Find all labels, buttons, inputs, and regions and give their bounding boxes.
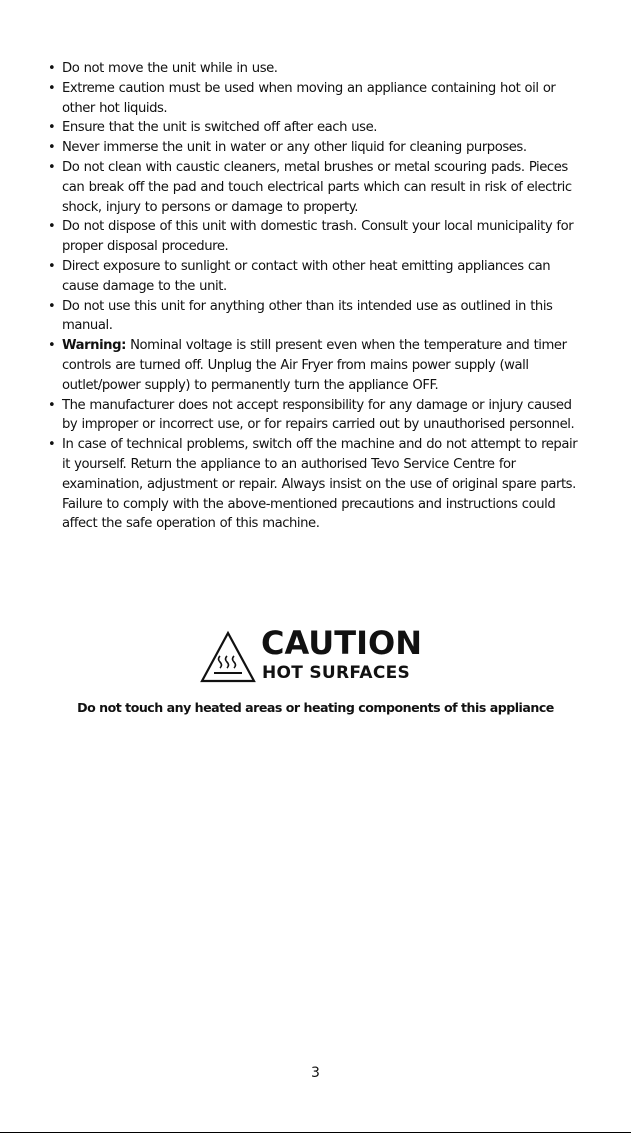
bullet: • — [48, 298, 56, 314]
list-item-text: Do not dispose of this unit with domestic trash. Consult your local municipality for proper disposal procedure. — [62, 219, 574, 255]
list-item-text: In case of technical problems, switch off the machine and do not attempt to repair it yourself. Return the appliance to an authorised Tevo Service Centre for examination, adjustment or repair. Always insist on the use of original spare parts. Failure to comply with the above-mentioned precautions and instructions could affect the safe operation of this machine. — [62, 437, 578, 532]
bullet: • — [48, 140, 56, 156]
bullet: • — [48, 61, 56, 76]
caution-title: CAUTION — [261, 624, 422, 662]
list-item-text: Extreme caution must be used when moving an appliance containing hot oil or other hot liquids. — [62, 80, 556, 116]
bullet: • — [48, 437, 56, 453]
list-item-text: Do not move the unit while in use. — [62, 61, 278, 76]
warning-label: Warning: — [62, 338, 126, 354]
list-item — [47, 257, 587, 297]
list-item-text: Ensure that the unit is switched off after each use. — [62, 120, 377, 136]
bullet: • — [48, 397, 56, 413]
list-item — [47, 79, 587, 119]
list-item-text: Do not clean with caustic cleaners, metal brushes or metal scouring pads. Pieces can break off the pad and touch electrical parts which can result in risk of electric shock, injury to persons or damage to property. — [62, 159, 572, 215]
bullet: • — [48, 120, 56, 136]
list-item-text: The manufacturer does not accept responsibility for any damage or injury caused by improper or incorrect use, or for repairs carried out by unauthorised personnel. — [62, 397, 575, 433]
list-item — [47, 297, 587, 337]
list-item — [47, 158, 587, 217]
bullet: • — [48, 80, 56, 96]
safety-instructions-list — [47, 59, 587, 534]
list-item — [47, 217, 587, 257]
list-item — [47, 59, 587, 79]
list-item — [47, 118, 587, 138]
caution-hot-surfaces-label — [199, 624, 439, 688]
list-item-text: Nominal voltage is still present even when the temperature and timer controls are turned off. Unplug the Air Fryer from mains power supply (wall outlet/power supply) to permanently turn the appliance OFF. — [62, 338, 567, 393]
list-item-text: Never immerse the unit in water or any other liquid for cleaning purposes. — [62, 140, 527, 156]
bottom-divider — [0, 1132, 631, 1133]
hot-surface-warning-icon — [199, 630, 257, 684]
list-item — [47, 396, 587, 436]
list-item — [47, 435, 587, 534]
page-number: 3 — [311, 1065, 320, 1081]
list-item-text: Direct exposure to sunlight or contact with other heat emitting appliances can cause damage to the unit. — [62, 258, 551, 294]
list-item — [47, 138, 587, 158]
list-item-text: Do not use this unit for anything other than its intended use as outlined in this manual. — [62, 298, 553, 334]
bullet: • — [48, 159, 56, 175]
warning-item — [47, 336, 587, 395]
bullet: • — [48, 258, 56, 274]
bullet: • — [48, 219, 56, 235]
caution-note: Do not touch any heated areas or heating components of this appliance — [77, 700, 554, 715]
bullet: • — [48, 338, 56, 354]
caution-subtitle: HOT SURFACES — [262, 663, 411, 683]
